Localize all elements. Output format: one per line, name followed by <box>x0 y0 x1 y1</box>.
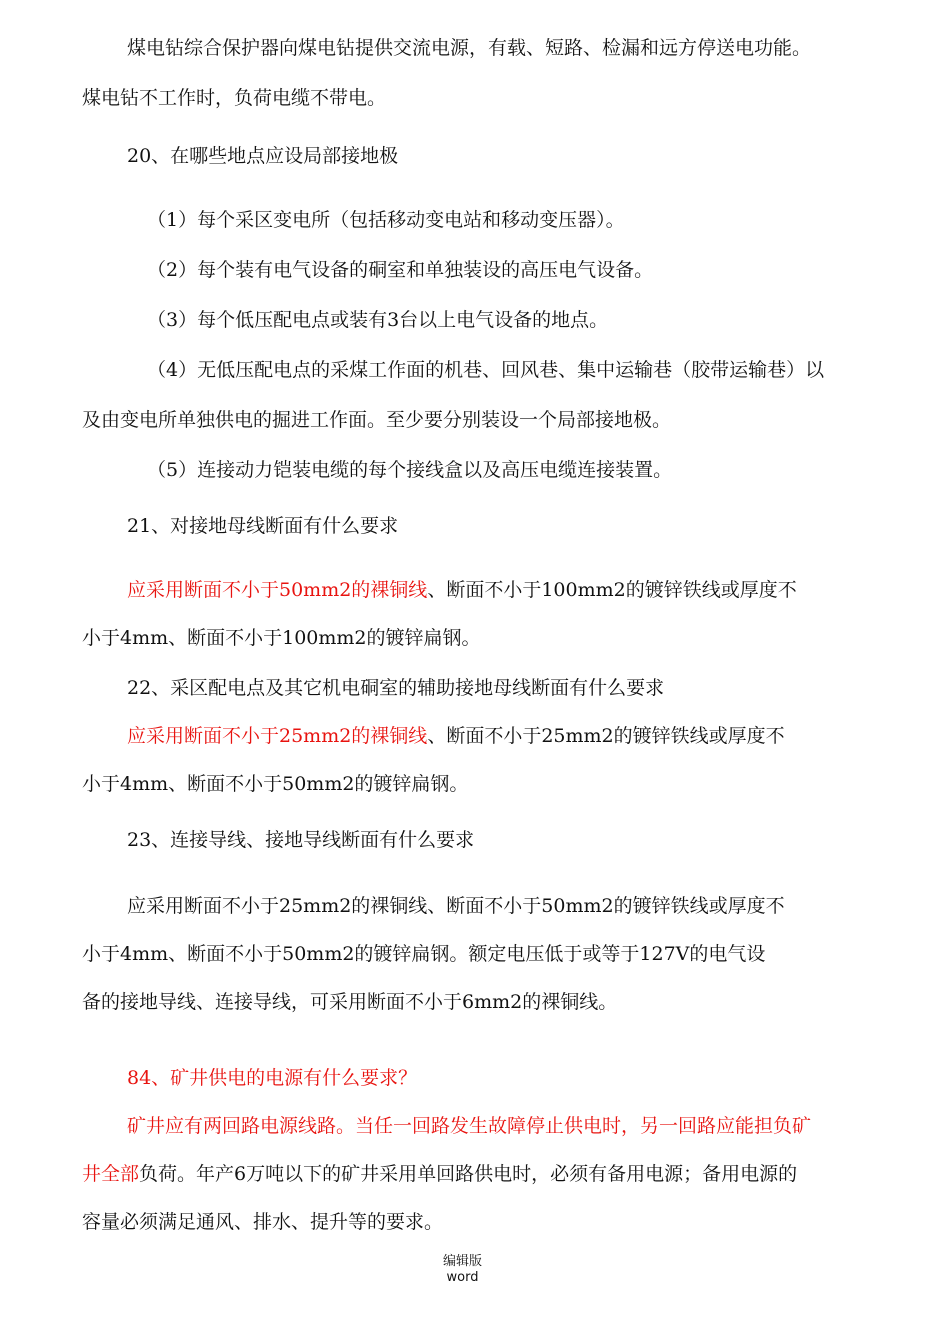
question-heading: 20、在哪些地点应设局部接地极 <box>127 145 399 167</box>
list-item: （4）无低压配电点的采煤工作面的机巷、回风巷、集中运输巷（胶带运输巷）以 <box>147 359 825 381</box>
answer-text: 、断面不小于100mm2的镀锌铁线或厚度不 <box>427 579 797 601</box>
footer-label: 编辑版 <box>442 1254 482 1269</box>
answer-line: 备的接地导线、连接导线，可采用断面不小于6mm2的裸铜线。 <box>82 991 618 1013</box>
question-heading: 21、对接地母线断面有什么要求 <box>127 515 399 537</box>
answer-highlight: 矿井应有两回路电源线路。当任一回路发生故障停止供电时，另一回路应能担负矿 <box>127 1115 812 1137</box>
question-heading: 22、采区配电点及其它机电硐室的辅助接地母线断面有什么要求 <box>127 677 665 699</box>
answer-line <box>82 1160 797 1188</box>
footer-label: word <box>446 1270 479 1285</box>
answer-text: 负荷。年产6万吨以下的矿井采用单回路供电时，必须有备用电源；备用电源的 <box>139 1163 798 1185</box>
list-item: （1）每个采区变电所（包括移动变电站和移动变压器）。 <box>147 209 625 231</box>
answer-highlight: 应采用断面不小于50mm2的裸铜线 <box>127 579 428 601</box>
list-item-continuation: 及由变电所单独供电的掘进工作面。至少要分别装设一个局部接地极。 <box>82 409 672 431</box>
answer-line: 容量必须满足通风、排水、提升等的要求。 <box>82 1211 444 1233</box>
answer-line: 小于4mm、断面不小于100mm2的镀锌扁钢。 <box>82 627 481 649</box>
paragraph-line: 煤电钻综合保护器向煤电钻提供交流电源，有载、短路、检漏和远方停送电功能。 <box>127 37 812 59</box>
paragraph-line: 煤电钻不工作时，负荷电缆不带电。 <box>82 87 387 109</box>
answer-highlight: 应采用断面不小于25mm2的裸铜线 <box>127 725 428 747</box>
list-item: （2）每个装有电气设备的硐室和单独装设的高压电气设备。 <box>147 259 654 281</box>
answer-text: 、断面不小于25mm2的镀锌铁线或厚度不 <box>427 725 785 747</box>
answer-line: 小于4mm、断面不小于50mm2的镀锌扁钢。额定电压低于或等于127V的电气设 <box>82 943 766 965</box>
answer-line: 小于4mm、断面不小于50mm2的镀锌扁钢。 <box>82 773 469 795</box>
list-item: （5）连接动力铠装电缆的每个接线盒以及高压电缆连接装置。 <box>147 459 673 481</box>
list-item: （3）每个低压配电点或装有3台以上电气设备的地点。 <box>147 309 609 331</box>
answer-line <box>127 722 785 750</box>
question-heading: 23、连接导线、接地导线断面有什么要求 <box>127 829 475 851</box>
question-heading: 84、矿井供电的电源有什么要求？ <box>127 1067 418 1089</box>
answer-line: 应采用断面不小于25mm2的裸铜线、断面不小于50mm2的镀锌铁线或厚度不 <box>127 895 785 917</box>
answer-highlight: 井全部 <box>82 1163 140 1185</box>
answer-line <box>127 576 797 604</box>
